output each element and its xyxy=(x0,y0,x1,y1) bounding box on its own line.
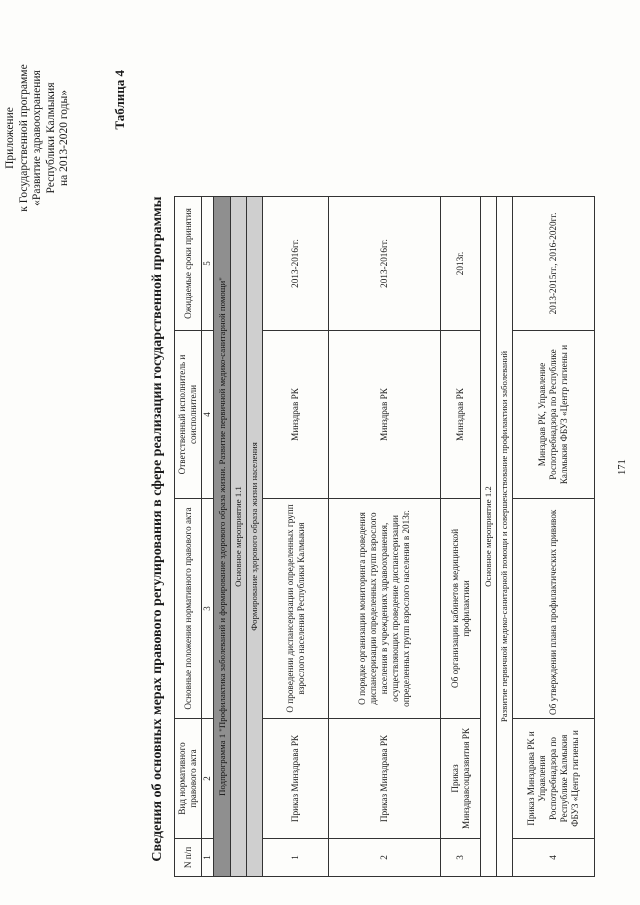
activity-name-band xyxy=(247,197,263,877)
appendix-line: на 2013-2020 годы» xyxy=(58,90,70,187)
subprogram-title: Подпрограмма 1 "Профилактика заболеваний и формирование здорового образа жизни. Развитие первичной медико-санитарной помощи" xyxy=(214,197,231,877)
act-content: Об утверждении плана профилактических прививок xyxy=(513,499,595,719)
header-cell: Ожидаемые сроки принятия xyxy=(175,197,202,331)
appendix-line: к Государственной программе xyxy=(17,64,30,212)
appendix-line: «Развитие здравоохранения xyxy=(31,70,43,206)
act-type: Приказ Минздравсоцразвития РК xyxy=(441,719,481,839)
row-number: 3 xyxy=(441,839,481,877)
table-row xyxy=(441,197,481,877)
adoption-term: 2013-2015гг., 2016-2020гг. xyxy=(513,197,595,331)
executor: Минздрав РК xyxy=(441,331,481,499)
column-number: 1 xyxy=(202,839,214,877)
activity-band xyxy=(231,197,247,877)
column-number: 5 xyxy=(202,197,214,331)
page-number: 171 xyxy=(617,459,628,475)
act-type: Приказ Минздрава РК xyxy=(263,719,329,839)
executor: Минздрав РК xyxy=(329,331,441,499)
table-label: Таблица 4 xyxy=(112,70,127,130)
act-type: Приказ Минздрава РК и Управления Роспотребнадзора по Республике Калмыкия ФБУЗ «Центр гигиены и xyxy=(513,719,595,839)
column-number-row xyxy=(202,197,214,877)
subprogram-band xyxy=(214,197,231,877)
column-number: 2 xyxy=(202,719,214,839)
activity-band xyxy=(481,197,497,877)
activity-name: Формирование здорового образа жизни населения xyxy=(247,197,263,877)
adoption-term: 2013-2016гг. xyxy=(263,197,329,331)
act-content: Об организации кабинетов медицинской профилактики xyxy=(441,499,481,719)
appendix-line: Республики Калмыкия xyxy=(44,82,57,194)
adoption-term: 2013г. xyxy=(441,197,481,331)
activity-name-band xyxy=(497,197,513,877)
column-number: 3 xyxy=(202,499,214,719)
executor: Минздрав РК, Управление Роспотребнадзора по Республике Калмыкия ФБУЗ «Центр гигиены и xyxy=(513,331,595,499)
appendix-line: Приложение xyxy=(4,107,16,169)
header-cell: N п/п xyxy=(175,839,202,877)
header-cell: Ответственный исполнитель и соисполнители xyxy=(175,331,202,499)
regulation-table xyxy=(174,196,595,877)
act-content: О порядке организации мониторинга проведения диспансеризации определенных групп взрослого населения в учреждениях здравоохранения, осуществляющих проведение диспансеризации определенных групп взрослого населения в 2013г. xyxy=(329,499,441,719)
table-row xyxy=(263,197,329,877)
appendix-heading xyxy=(4,38,72,238)
act-content: О проведении диспансеризации определенных групп взрослого населения Республики Калмыкия xyxy=(263,499,329,719)
activity-name: Развитие первичной медико-санитарной помощи и совершенствование профилактики заболеваний xyxy=(497,197,513,877)
header-cell: Основные положения нормативного правового акта xyxy=(175,499,202,719)
adoption-term: 2013-2016гг. xyxy=(329,197,441,331)
row-number: 1 xyxy=(263,839,329,877)
act-type: Приказ Минздрава РК xyxy=(329,719,441,839)
table-row xyxy=(513,197,595,877)
header-cell: Вид нормативного правового акта xyxy=(175,719,202,839)
activity-title: Основное мероприятие 1.2 xyxy=(481,197,497,877)
table-row xyxy=(329,197,441,877)
document-title: Сведения об основных мерах правового регулирования в сфере реализации государственной программы xyxy=(150,196,165,862)
row-number: 4 xyxy=(513,839,595,877)
row-number: 2 xyxy=(329,839,441,877)
header-row xyxy=(175,197,202,877)
column-number: 4 xyxy=(202,331,214,499)
activity-title: Основное мероприятие 1.1 xyxy=(231,197,247,877)
executor: Минздрав РК xyxy=(263,331,329,499)
